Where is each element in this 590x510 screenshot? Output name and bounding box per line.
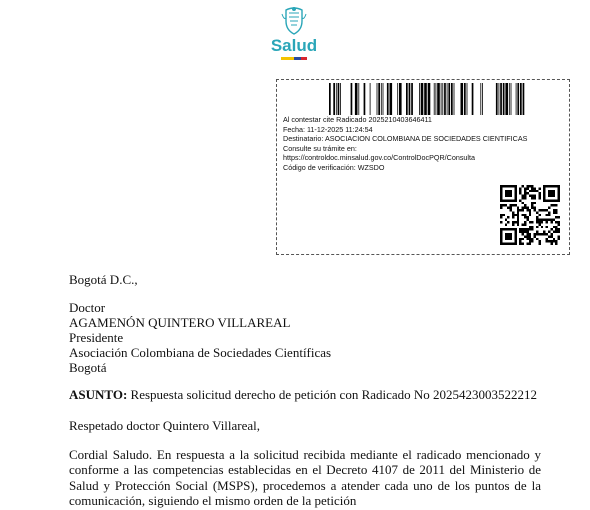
subject-label: ASUNTO:: [69, 387, 128, 402]
letter-body: Cordial Saludo. En respuesta a la solicitud recibida mediante el radicado mencionado y conforme a las competencias establecidas en el Decreto 4107 de 2011 del Ministerio de Salud y Protección Social (MSPS), procedemos a atender cada uno de los puntos de la comunicación, siguiendo el mismo orden de la petición: [69, 447, 541, 509]
stamp-line: Destinatario: ASOCIACION COLOMBIANA DE SOCIEDADES CIENTIFICAS: [283, 134, 528, 144]
stamp-text: [283, 115, 527, 173]
stamp-line: Al contestar cite Radicado 2025210403646411: [283, 115, 432, 124]
stamp-line: Código de verificación: WZSDO: [283, 162, 385, 172]
recipient-title: Doctor: [69, 300, 106, 315]
letter-city: Bogotá D.C.,: [69, 272, 138, 287]
recipient-city: Bogotá: [69, 360, 107, 375]
salutation: Respetado doctor Quintero Villareal,: [69, 418, 261, 433]
stamp-line: Consulte su trámite en:: [283, 143, 357, 153]
flag-stripe: [281, 57, 307, 60]
subject-text: Respuesta solicitud derecho de petición con Radicado No 2025423003522212: [127, 387, 538, 402]
subject-line: [69, 387, 537, 402]
coat-of-arms-icon: [281, 6, 307, 36]
recipient-name: AGAMENÓN QUINTERO VILLAREAL: [69, 315, 291, 330]
qr-code: [500, 185, 560, 245]
ministry-logo: [268, 6, 320, 66]
stamp-line: https://controldoc.minsalud.gov.co/ControlDocPQR/Consulta: [283, 153, 476, 163]
barcode: [327, 83, 527, 115]
radicado-stamp: [276, 79, 570, 255]
recipient-organization: Asociación Colombiana de Sociedades Científicas: [69, 345, 332, 360]
recipient-role: Presidente: [69, 330, 124, 345]
logo-text: Salud: [270, 36, 318, 55]
stamp-line: Fecha: 11-12-2025 11:24:54: [283, 124, 373, 134]
